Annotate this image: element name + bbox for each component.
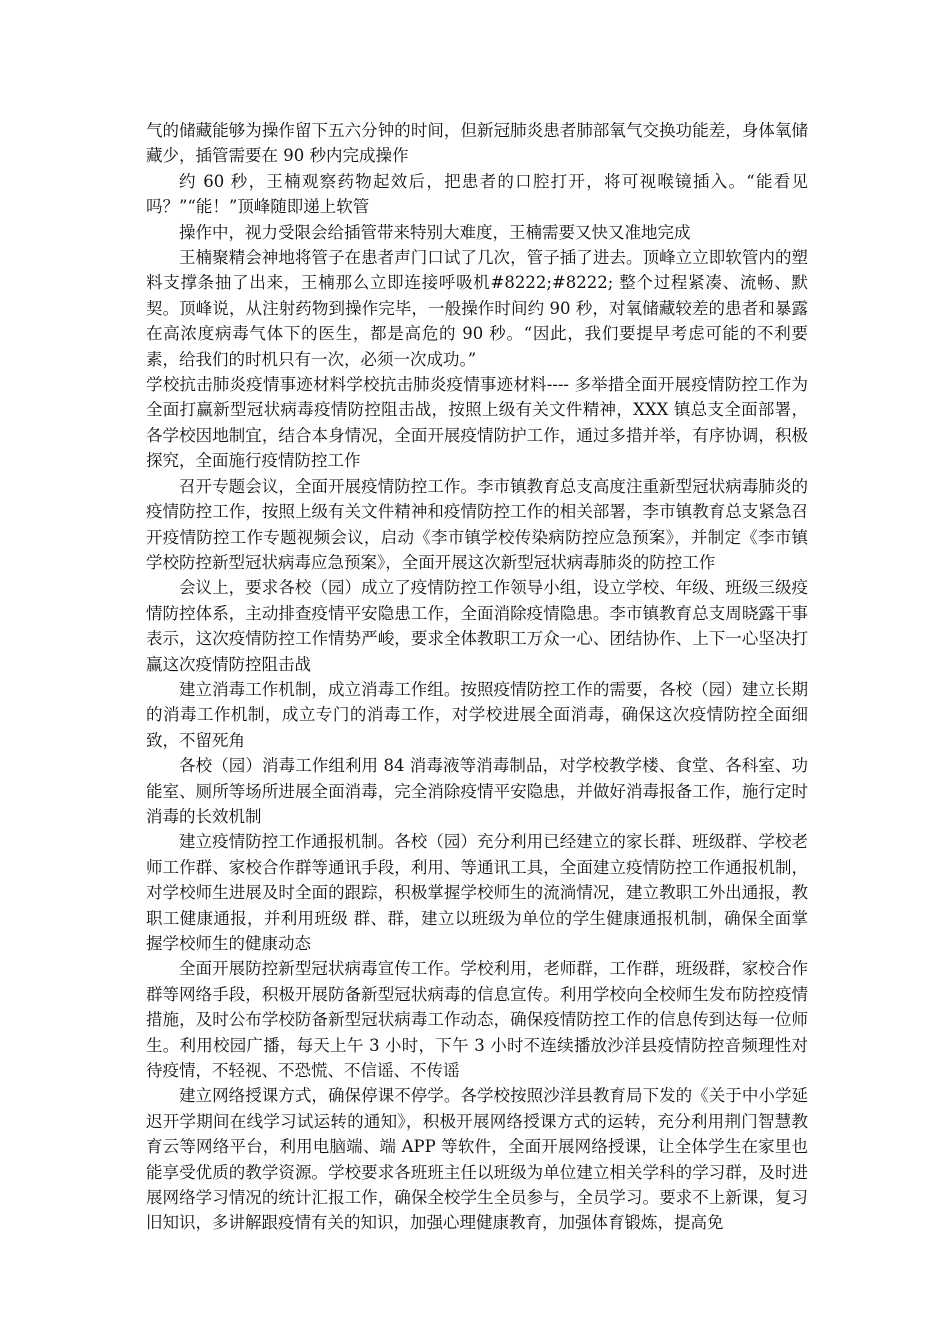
paragraph: 建立消毒工作机制，成立消毒工作组。按照疫情防控工作的需要，各校（园）建立长期的消毒工作机制，成立专门的消毒工作，对学校进展全面消毒，确保这次疫情防控全面细致，不留死角 bbox=[146, 679, 808, 750]
paragraph: 建立网络授课方式，确保停课不停学。各学校按照沙洋县教育局下发的《关于中小学延迟开学期间在线学习试运转的通知》，积极开展网络授课方式的运转，充分利用荆门智慧教育云等网络平台，利用电脑端、端 APP 等软件，全面开展网络授课，让全体学生在家里也能享受优质的教学资源。学校要求各班班主任以班级为单位建立相关学科的学习群，及时进展网络学习情况的统计汇报工作，确保全校学生全员参与，全员学习。要求不上新课，复习旧知识，多讲解跟疫情有关的知识，加强心理健康教育，加强体育锻炼，提高免 bbox=[146, 1086, 808, 1233]
paragraph: 气的储藏能够为操作留下五六分钟的时间，但新冠肺炎患者肺部氧气交换功能差，身体氧储藏少，插管需要在 90 秒内完成操作 bbox=[146, 121, 808, 166]
paragraph: 各校（园）消毒工作组利用 84 消毒液等消毒制品，对学校教学楼、食堂、各科室、功能室、厕所等场所进展全面消毒，完全消除疫情平安隐患，并做好消毒报备工作，施行定时消毒的长效机制 bbox=[146, 756, 808, 826]
paragraph: 全面开展防控新型冠状病毒宣传工作。学校利用，老师群，工作群，班级群，家校合作群等网络手段，积极开展防备新型冠状病毒的信息宣传。利用学校向全校师生发布防控疫情措施，及时公布学校防备新型冠状病毒工作动态，确保疫情防控工作的信息传到达每一位师生。利用校园广播，每天上午 3 小时，下午 3 小时不连续播放沙洋县疫情防控音频理性对待疫情，不轻视、不恐慌、不信谣、不传谣 bbox=[146, 959, 808, 1081]
paragraph: 召开专题会议，全面开展疫情防控工作。李市镇教育总支高度注重新型冠状病毒肺炎的疫情防控工作，按照上级有关文件精神和疫情防控工作的相关部署，李市镇教育总支紧急召开疫情防控工作专题视频会议，启动《李市镇学校传染病防控应急预案》，并制定《李市镇学校防控新型冠状病毒应急预案》，全面开展这次新型冠状病毒肺炎的防控工作 bbox=[146, 476, 808, 572]
paragraph: 建立疫情防控工作通报机制。各校（园）充分利用已经建立的家长群、班级群、学校老师工作群、家校合作群等通讯手段，利用、等通讯工具，全面建立疫情防控工作通报机制，对学校师生进展及时全面的跟踪，积极掌握学校师生的流淌情况，建立教职工外出通报，教职工健康通报，并利用班级 群、群，建立以班级为单位的学生健康通报机制，确保全面掌握学校师生的健康动态 bbox=[146, 832, 808, 953]
paragraph: 约 60 秒，王楠观察药物起效后，把患者的口腔打开，将可视喉镜插入。“能看见吗？”“能！”顶峰随即递上软管 bbox=[146, 171, 808, 217]
paragraph: 操作中，视力受限会给插管带来特别大难度，王楠需要又快又准地完成 bbox=[179, 222, 691, 242]
paragraph: 学校抗击肺炎疫情事迹材料学校抗击肺炎疫情事迹材料---- 多举措全面开展疫情防控工作为全面打赢新型冠状病毒疫情防控阻击战，按照上级有关文件精神，XXX 镇总支全面部署，各学校因地制宜，结合本身情况，全面开展疫情防护工作，通过多措并举，有序协调，积极探究，全面施行疫情防控工作 bbox=[146, 375, 808, 471]
paragraph: 王楠聚精会神地将管子在患者声门口试了几次，管子插了进去。顶峰立立即软管内的塑料支撑条抽了出来，王楠那么立即连接呼吸机#8222;#8222; 整个过程紧凑、流畅、默契。顶峰说，从注射药物到操作完毕，一般操作时间约 90 秒，对氧储藏较差的患者和暴露在高浓度病毒气体下的医生，都是高危的 90 秒。“因此，我们要提早考虑可能的不利要素，给我们的时机只有一次，必须一次成功。” bbox=[146, 248, 808, 369]
paragraph: 会议上，要求各校（园）成立了疫情防控工作领导小组，设立学校、年级、班级三级疫情防控体系，主动排查疫情平安隐患工作，全面消除疫情隐患。李市镇教育总支周晓露干事表示，这次疫情防控工作情势严峻，要求全体教职工万众一心、团结协作、上下一心坚决打赢这次疫情防控阻击战 bbox=[146, 578, 808, 674]
document-body bbox=[146, 118, 808, 1236]
